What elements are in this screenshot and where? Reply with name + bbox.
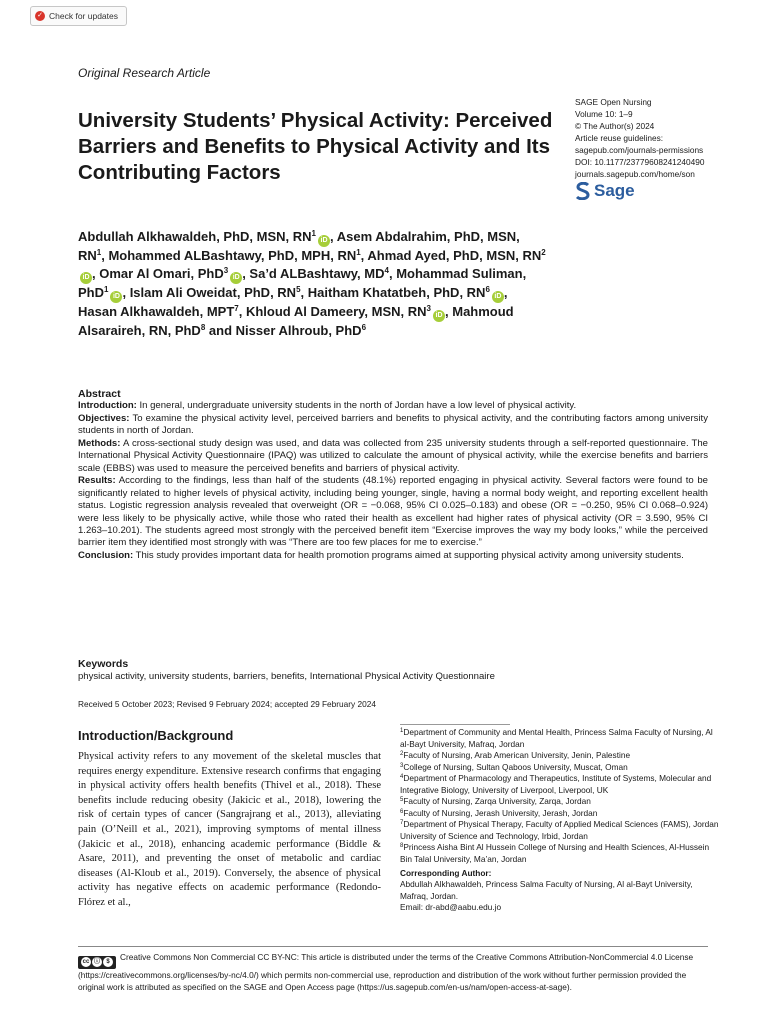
author-affiliation-number: 2 <box>541 248 546 257</box>
orcid-icon[interactable]: iD <box>110 291 122 303</box>
abstract-text: To examine the physical activity level, perceived barriers and benefits to physical activity, and the contributing factors among university students in north of Jordan. <box>78 412 708 437</box>
author[interactable]: Mohammed ALBashtawy, PhD, MPH, RN <box>108 248 357 263</box>
section-heading: Introduction/Background <box>78 728 234 743</box>
affiliation-text: Faculty of Nursing, Arab American University, Jenin, Palestine <box>403 750 631 761</box>
author[interactable]: Sa’d ALBashtawy, MD <box>249 266 385 282</box>
affiliation-item <box>400 750 720 762</box>
update-icon: ✓ <box>35 11 45 21</box>
abstract-heading: Abstract <box>78 388 121 400</box>
check-for-updates-button[interactable] <box>30 6 127 26</box>
abstract-methods <box>78 438 708 475</box>
sage-s-icon <box>575 182 591 200</box>
abstract-label: Results: <box>78 475 116 487</box>
orcid-icon[interactable]: iD <box>230 272 242 284</box>
abstract-label: Conclusion: <box>78 549 134 561</box>
affiliation-text: Department of Pharmacology and Therapeutics, Institute of Systems, Molecular and Integrative Biology, University of Liverpool, Liverpool, UK <box>400 773 712 795</box>
journal-name: SAGE Open Nursing <box>575 97 652 107</box>
cc-by-nc-badge[interactable] <box>78 956 116 969</box>
abstract-label: Objectives: <box>78 412 130 424</box>
sage-logo-text: Sage <box>594 181 635 200</box>
doi-link[interactable]: DOI: 10.1177/23779608241240490 <box>575 157 705 167</box>
author-list: Abdullah Alkhawaldeh, PhD, MSN, $RN^1iD$ , Asem Abdalrahim, PhD, MSN, $RN^1$, Mohammed ALBashtawy, PhD, MPH, $RN^1$, Ahmad Ayed, PhD, MSN, $RN^2iD$ , Omar Al Omari, PhD$^3$iD , Sa’d ALBashtawy, $MD^4$, Mohammad Suliman, PhD$^1$iD , Islam Ali Oweidat, PhD, $RN^5$, Haitham Khatatbeh, PhD, $RN^6iD$ , Hasan Alkhawaldeh, MPT$^7$, Khloud Al Dameery, MSN, $RN^3iD$ , Mahmoud Alsaraireh, RN, PhD$^8$ and Nisser Alhroub, PhD$^6$ <box>78 229 546 339</box>
affiliation-text: Department of Community and Mental Health, Princess Salma Faculty of Nursing, Al al-Bayt University, Mafraq, Jordan <box>400 727 713 749</box>
abstract-results <box>78 475 708 550</box>
author-affiliation-number: 3 <box>426 304 431 314</box>
permissions-link[interactable]: sagepub.com/journals-permissions <box>575 145 704 155</box>
abstract-label: Introduction: <box>78 400 137 412</box>
affiliation-list <box>400 727 720 866</box>
article-type: Original Research Article <box>78 66 211 80</box>
affiliation-text: Faculty of Nursing, Zarqa University, Zarqa, Jordan <box>403 796 591 807</box>
intro-paragraph: Physical activity refers to any movement of the skeletal muscles that requires energy expenditure. Extensive research confirms that engaging in physical activity offers health benefits (Thivel et al., 2018). These benefits include reducing obesity (Jakicic et al., 2018), lowering the risk of certain types of cancer (Sangrajrang et al., 2013), alleviating pain (O’Neill et al., 2021), improving symptoms of mental illness (Jakicic et al., 2018), enhancing academic performance (Biddle & Asare, 2011), and preventing the onset of metabolic and cardiac diseases (Al-Kloub et al., 2019). Conversely, the absence of physical activity has negative effects on academic performance (Redondo-Flórez et al., <box>78 751 381 908</box>
author[interactable]: Khloud Al Dameery, MSN, RN <box>245 304 427 320</box>
orcid-icon[interactable]: iD <box>318 235 330 247</box>
license-notice <box>78 951 708 993</box>
keywords-heading: Keywords <box>78 658 129 670</box>
affiliation-number: 3 <box>400 762 404 769</box>
affiliations <box>400 727 720 914</box>
license-divider <box>78 946 708 947</box>
author-affiliation-number: 7 <box>234 304 239 314</box>
author[interactable]: Hasan Alkhawaldeh, MPT <box>78 304 235 320</box>
abstract-conclusion <box>78 550 708 562</box>
orcid-icon[interactable]: iD <box>492 291 504 303</box>
abstract-introduction <box>78 400 708 412</box>
author[interactable]: Asem Abdalrahim, PhD, MSN, RN <box>78 229 520 263</box>
affiliation-item <box>400 773 720 796</box>
affiliation-number: 6 <box>400 808 404 815</box>
affiliation-divider <box>400 724 510 725</box>
author-affiliation-number: 6 <box>361 323 367 333</box>
corresponding-author-address: Abdullah Alkhawaldeh, Princess Salma Faculty of Nursing, Al al-Bayt University, Mafraq, Jordan. <box>400 879 693 901</box>
nc-icon: $ <box>103 957 113 967</box>
keywords <box>78 658 708 683</box>
affiliation-number: 1 <box>400 728 404 734</box>
affiliation-item <box>400 762 720 774</box>
journal-volume: Volume 10: 1–9 <box>575 109 633 119</box>
affiliation-number: 5 <box>400 797 404 804</box>
orcid-icon[interactable]: iD <box>433 310 445 322</box>
article-title: University Students’ Physical Activity: Perceived Barriers and Benefits to Physical Activity and Its Contributing Factors <box>78 109 553 184</box>
corresponding-author-heading: Corresponding Author: <box>400 867 492 878</box>
affiliation-text: College of Nursing, Sultan Qaboos University, Muscat, Oman <box>403 761 628 772</box>
affiliation-number: 4 <box>400 774 404 781</box>
author[interactable]: Abdullah Alkhawaldeh, PhD, MSN, RN <box>78 229 312 244</box>
author-affiliation-number: 1 <box>356 248 361 257</box>
affiliation-number: 8 <box>400 843 404 850</box>
author[interactable]: Omar Al Omari, PhD <box>99 266 224 282</box>
abstract-objectives <box>78 413 708 438</box>
affiliation-item <box>400 808 720 820</box>
author[interactable]: Mohammad Suliman, PhD <box>78 266 527 301</box>
author[interactable]: Nisser Alhroub, PhD <box>235 323 362 339</box>
check-for-updates-label: Check for updates <box>49 11 118 21</box>
author-affiliation-number: 8 <box>200 323 206 333</box>
abstract-text: This study provides important data for health promotion programs aimed at supporting physical activity among university students. <box>133 549 684 561</box>
corresponding-author-email[interactable]: Email: dr-abd@aabu.edu.jo <box>400 902 502 913</box>
article-dates: Received 5 October 2023; Revised 9 February 2024; accepted 29 February 2024 <box>78 699 376 709</box>
author-affiliation-number: 6 <box>485 285 490 295</box>
author[interactable]: Islam Ali Oweidat, PhD, RN <box>129 285 297 301</box>
sage-logo <box>575 182 755 200</box>
copyright: © The Author(s) 2024 <box>575 121 655 131</box>
by-icon: ⓘ <box>93 959 100 965</box>
abstract-label: Methods: <box>78 437 121 449</box>
author-affiliation-number: 3 <box>223 266 229 276</box>
abstract <box>78 388 708 562</box>
author-affiliation-number: 1 <box>96 248 102 257</box>
journal-info <box>575 96 755 200</box>
reuse-guidelines: Article reuse guidelines: <box>575 133 664 143</box>
author-affiliation-number: 1 <box>311 229 316 238</box>
orcid-icon[interactable]: iD <box>80 272 92 284</box>
affiliation-item <box>400 819 720 842</box>
keywords-text: physical activity, university students, barriers, benefits, International Physical Activity Questionnaire <box>78 670 495 682</box>
abstract-text: A cross-sectional study design was used, and data was collected from 235 university students through a self-reported questionnaire. The International Physical Activity Questionnaire (IPAQ) was utilized to calculate the amount of physical activity, while the exercise benefits and barriers scale (EBBS) was used to measure the perceived benefits and barriers of physical activity. <box>78 437 708 474</box>
cc-icon: cc <box>82 959 90 965</box>
affiliation-text: Faculty of Nursing, Jerash University, Jerash, Jordan <box>403 807 598 818</box>
affiliation-item <box>400 796 720 808</box>
license-text: Creative Commons Non Commercial CC BY-NC: This article is distributed under the terms of the Creative Commons Attribution-NonCommercial 4.0 License (https://creativecommons.org/licenses/by-nc/4.0/) which permits non-commercial use, reproduction and distribution of the work without further permission provided the original work is attributed as specified on the SAGE and Open Access page (https://us.sagepub.com/en-us/nam/open-access-at-sage). <box>78 952 694 992</box>
journal-home-link[interactable]: journals.sagepub.com/home/son <box>575 169 695 179</box>
author[interactable]: Mahmoud Alsaraireh, RN, PhD <box>78 304 514 339</box>
affiliation-text: Department of Physical Therapy, Faculty of Applied Medical Sciences (FAMS), Jordan University of Science and Technology, Irbid, Jordan <box>400 819 719 841</box>
affiliation-item <box>400 842 720 865</box>
abstract-text: In general, undergraduate university students in the north of Jordan have a low level of physical activity. <box>136 400 577 412</box>
author-affiliation-number: 1 <box>104 285 109 295</box>
author-affiliation-number: 4 <box>384 266 389 276</box>
author[interactable]: Ahmad Ayed, PhD, MSN, RN <box>367 248 542 263</box>
affiliation-number: 7 <box>400 820 404 827</box>
affiliation-number: 2 <box>400 751 404 758</box>
affiliation-item <box>400 727 720 750</box>
author-affiliation-number: 5 <box>296 285 301 295</box>
author[interactable]: Haitham Khatatbeh, PhD, RN <box>307 285 486 301</box>
affiliation-text: Princess Aisha Bint Al Hussein College of Nursing and Health Sciences, Al-Hussein Bin Talal University, Ma’an, Jordan <box>400 842 710 865</box>
abstract-text: According to the findings, less than half of the students (48.1%) reported engaging in physical activity. Several factors were found to be significantly related to higher levels of physical activity, including being younger, single, having a normal body weight, and reporting excellent health status. Logistic regression analysis revealed that overweight (OR = −0.068, 95% CI 0.025–0.183) and obese (OR = −0.250, 95% CI 0.068–0.924) were less likely to be physically active, while those who rated their health as excellent had higher rates of physical activity (OR = 3.590, 95% CI 1.263–10.201). The students agreed most strongly with the perceived benefit item “Exercise improves the way my body looks,” while the perceived barrier item they identified most strongly with was “There are too few places for me to exercise.” <box>78 475 708 549</box>
